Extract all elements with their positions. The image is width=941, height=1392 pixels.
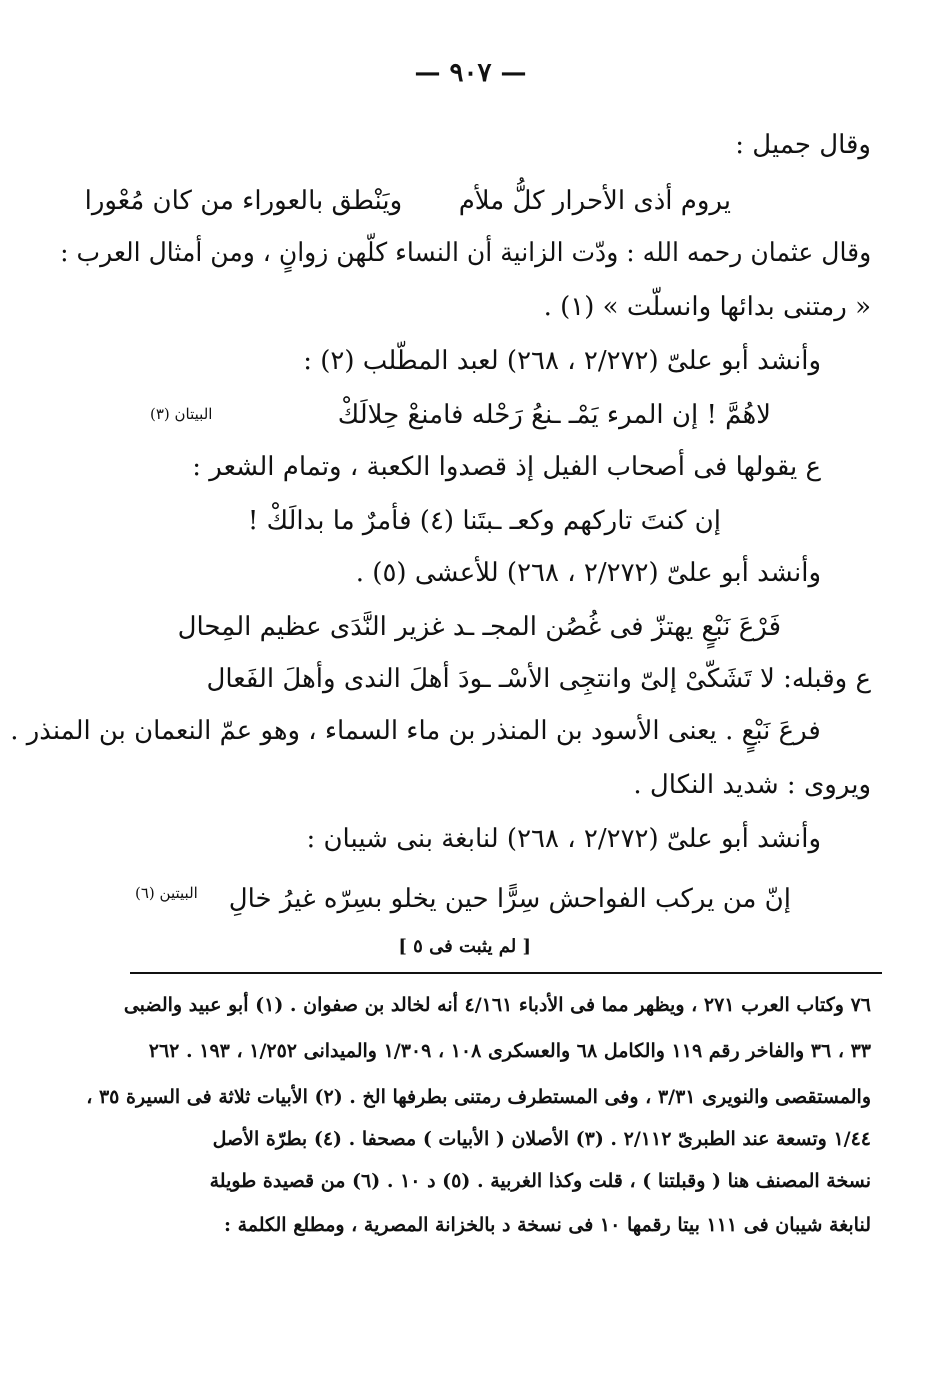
text-line-1: وقال جميل : (735, 130, 871, 160)
footnote-line-3: والمستقصى والنويرى ٣/٣١ ، وفى المستطرف رمتنى بطرفها الخ . (٢) الأبيات ثلاثة فى السيرة ٣٥ ، (86, 1086, 871, 1108)
verse-1-first-hemistich: يروم أذى الأحرار كلُّ ملأم (458, 186, 731, 216)
verse-2-text: لاهُمَّ ! إن المرء يَمْـ ـنعُ رَحْله فامنعْ حِلالَكْ (337, 400, 771, 430)
text-line-11: ع وقبله: لا تَشَكّىْ إلىّ وانتجِى الأسْـ ـودَ أهلَ الندى وأهلَ الفَعال (206, 664, 871, 694)
text-line-13: ويروى : شديد النكال . (633, 770, 871, 800)
text-line-4: « رمتنى بدائها وانسلّت » (١) . (543, 292, 871, 322)
missing-note: [ لم يثبت فى ٥ ] (398, 936, 531, 957)
verse-2 (338, 400, 771, 430)
footnote-line-5: نسخة المصنف هنا ( وقبلتنا ) ، قلت وكذا الغربية . (٥) د ١٠ . (٦) من قصيدة طويلة (209, 1170, 871, 1192)
text-line-12: فرعَ نَبْعٍ . يعنى الأسود بن المنذر بن ماء السماء ، وهو عمّ النعمان بن المنذر . (10, 716, 821, 746)
verse-line-8: إن كنتَ تاركهم وكعـ ـبتَنا (٤) فأمرٌ ما بدالَكْ ! (247, 506, 721, 536)
text-line-3: وقال عثمان رحمه الله : ودّت الزانية أن النساء كلّهن زوانٍ ، ومن أمثال العرب : (60, 238, 871, 268)
text-line-7: ع يقولها فى أصحاب الفيل إذ قصدوا الكعبة ، وتمام الشعر : (192, 452, 821, 482)
verse-3: فَرْعَ نَبْعٍ يهتزّ فى غُصُن المجـ ـد غزير النَّدَى عظيم المِحال (177, 612, 781, 642)
verse-1 (84, 186, 731, 216)
text-line-5: وأنشد أبو علىّ (٢/٢٧٢ ، ٢٦٨) لعبد المطّلب (٢) : (303, 346, 821, 376)
footnote-line-4: ١/٤٤ وتسعة عند الطبرىّ ٢/١١٢ . (٣) الأصلان ( الأبيات ) مصحفا . (٤) بطرّة الأصل (212, 1128, 871, 1150)
page-number: — ٩٠٧ — (414, 58, 527, 88)
footnote-line-6: لنابغة شيبان فى ١١١ بيتا رقمها ١٠ فى نسخة د بالخزانة المصرية ، ومطلع الكلمة : (223, 1214, 871, 1236)
verse-4: إنّ من يركب الفواحش سِرًّا حين يخلو بسِرّه غيرُ خالِ (228, 884, 791, 914)
text-line-9: وأنشد أبو علىّ (٢/٢٧٢ ، ٢٦٨) للأعشى (٥) . (355, 558, 821, 588)
footnote-line-2: ٣٣ ، ٣٦ والفاخر رقم ١١٩ والكامل ٦٨ والعسكرى ١٠٨ ، ١/٣٠٩ والميدانى ١/٢٥٢ ، ١٩٣ . ٢٦٢ (148, 1040, 871, 1062)
text-line-14: وأنشد أبو علىّ (٢/٢٧٢ ، ٢٦٨) لنابغة بنى شيبان : (306, 824, 821, 854)
footnote-line-1: ٧٦ وكتاب العرب ٢٧١ ، ويظهر مما فى الأدباء ٤/١٦١ أنه لخالد بن صفوان . (١) أبو عبيد والضبى (123, 994, 871, 1016)
verse-1-second-hemistich: ويَنْطق بالعوراء من كان مُعْورا (84, 186, 403, 216)
verse-2-note: البيتان (٣) (150, 405, 213, 423)
verse-4-note: البيتين (٦) (135, 884, 198, 902)
footnote-divider (130, 972, 882, 974)
